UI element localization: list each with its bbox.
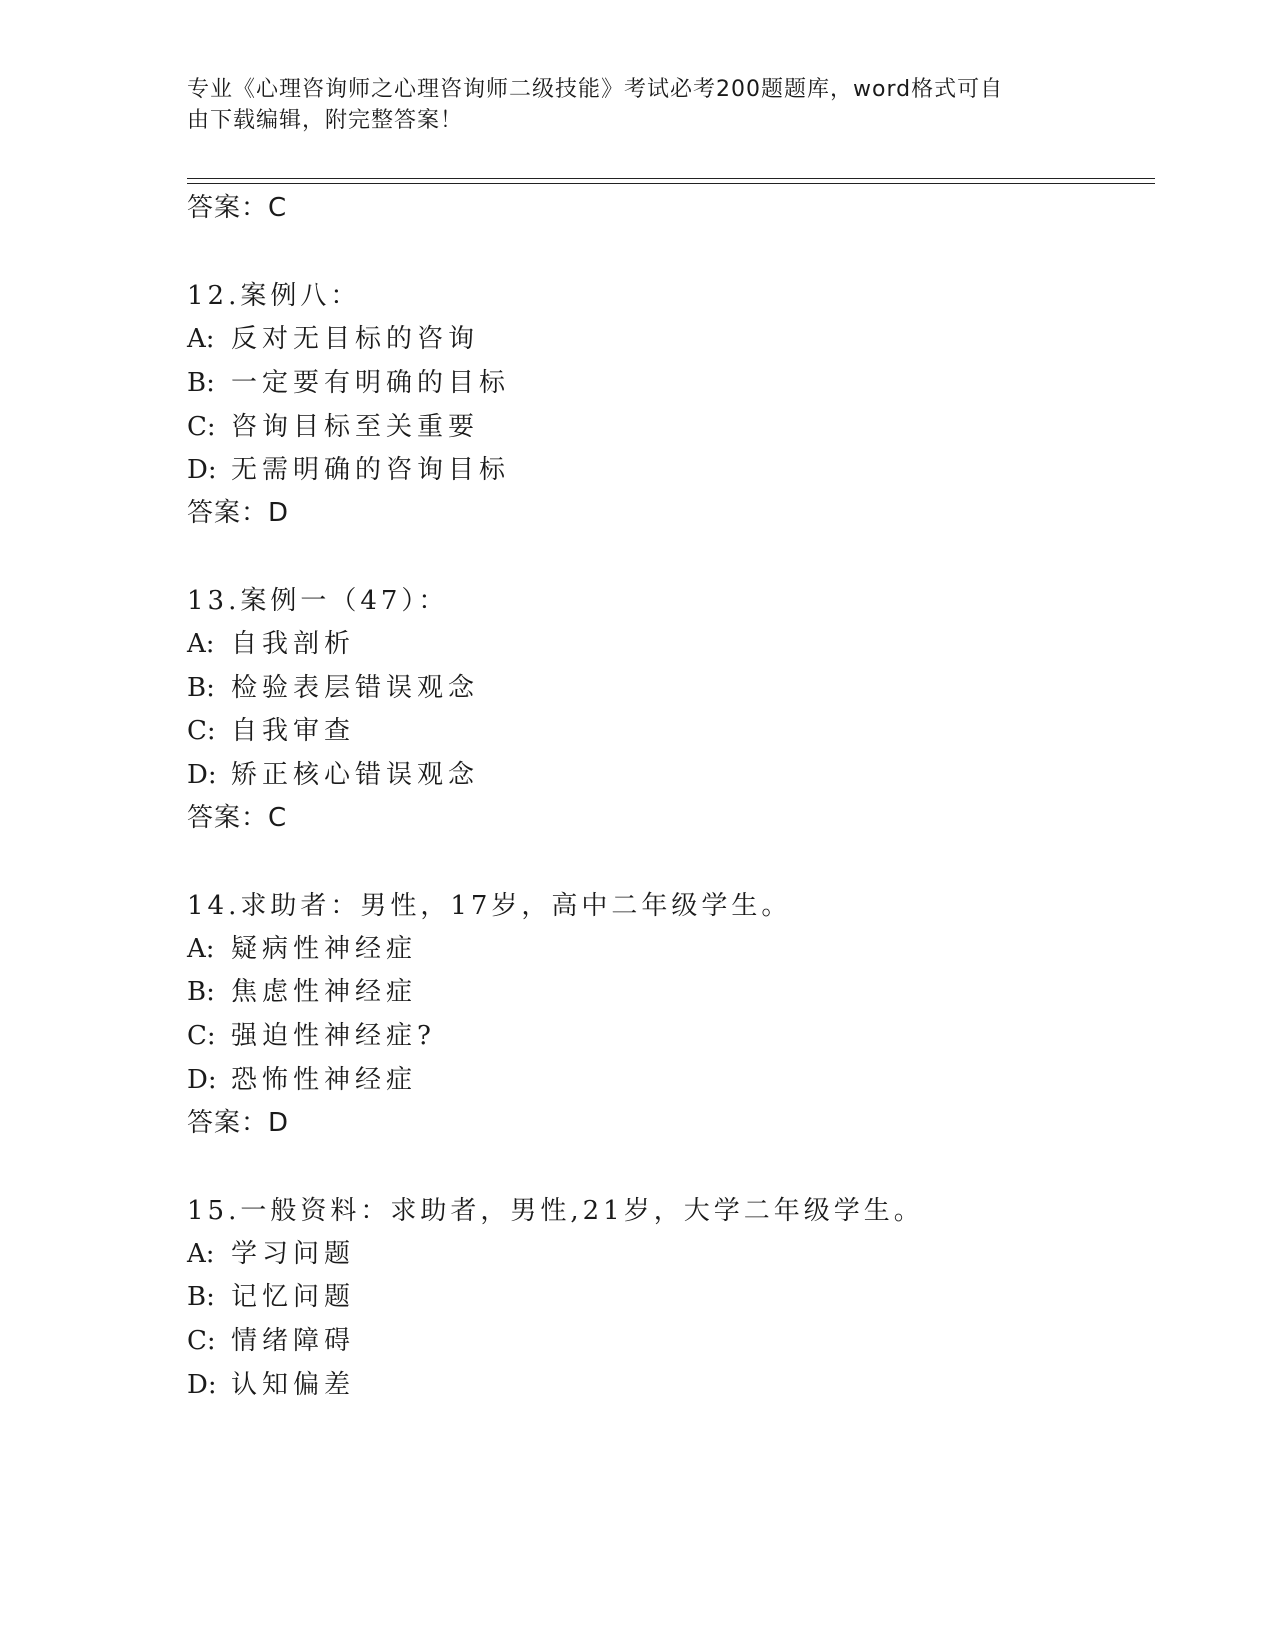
answer-line: 答案：D bbox=[187, 1108, 290, 1138]
option-text: 学习问题 bbox=[231, 1239, 356, 1269]
option-label: C: bbox=[187, 716, 216, 746]
option-text: 认知偏差 bbox=[231, 1370, 356, 1400]
document-header bbox=[187, 74, 1067, 136]
option-text: 恐怖性神经症 bbox=[231, 1065, 418, 1095]
option-a bbox=[187, 323, 479, 355]
option-label: C: bbox=[187, 1326, 216, 1356]
option-d bbox=[187, 1064, 417, 1096]
question-title: 14.求助者：男性，17岁，高中二年级学生。 bbox=[187, 891, 792, 921]
option-a bbox=[187, 628, 355, 660]
option-text: 一定要有明确的目标 bbox=[231, 368, 511, 398]
option-text: 情绪障碍 bbox=[231, 1326, 356, 1356]
option-label: D: bbox=[187, 455, 217, 485]
question-title: 13.案例一（47）： bbox=[187, 586, 449, 616]
header-line-2: 由下载编辑，附完整答案！ bbox=[187, 108, 464, 133]
option-b bbox=[187, 367, 510, 399]
option-label: A: bbox=[187, 324, 215, 354]
option-b bbox=[187, 1281, 355, 1313]
option-label: A: bbox=[187, 934, 215, 964]
option-d bbox=[187, 759, 479, 791]
question-title: 12.案例八： bbox=[187, 281, 361, 311]
option-label: D: bbox=[187, 1370, 217, 1400]
option-c bbox=[187, 1020, 436, 1052]
answer-line: 答案：C bbox=[187, 803, 288, 833]
option-label: B: bbox=[187, 1282, 215, 1312]
option-d bbox=[187, 454, 510, 486]
option-label: C: bbox=[187, 412, 216, 442]
option-b bbox=[187, 672, 479, 704]
option-label: A: bbox=[187, 629, 215, 659]
option-text: 检验表层错误观念 bbox=[231, 673, 480, 703]
option-text: 咨询目标至关重要 bbox=[231, 412, 480, 442]
option-a bbox=[187, 933, 417, 965]
option-c bbox=[187, 715, 355, 747]
option-text: 疑病性神经症 bbox=[231, 934, 418, 964]
answer-line: 答案：D bbox=[187, 498, 290, 528]
option-label: D: bbox=[187, 760, 217, 790]
option-text: 焦虑性神经症 bbox=[231, 977, 418, 1007]
option-label: B: bbox=[187, 977, 215, 1007]
answer-line: 答案：C bbox=[187, 193, 288, 223]
header-divider-top bbox=[187, 178, 1155, 179]
option-label: A: bbox=[187, 1239, 215, 1269]
option-c bbox=[187, 411, 479, 443]
option-a bbox=[187, 1238, 355, 1270]
header-divider-bottom bbox=[187, 183, 1155, 184]
option-d bbox=[187, 1369, 355, 1401]
option-b bbox=[187, 976, 417, 1008]
option-label: B: bbox=[187, 368, 215, 398]
question-title: 15.一般资料：求助者，男性,21岁，大学二年级学生。 bbox=[187, 1196, 924, 1226]
option-label: B: bbox=[187, 673, 215, 703]
option-c bbox=[187, 1325, 355, 1357]
option-text: 强迫性神经症? bbox=[231, 1021, 436, 1051]
option-text: 自我审查 bbox=[231, 716, 356, 746]
option-label: D: bbox=[187, 1065, 217, 1095]
option-text: 记忆问题 bbox=[231, 1282, 356, 1312]
option-text: 无需明确的咨询目标 bbox=[231, 455, 511, 485]
option-label: C: bbox=[187, 1021, 216, 1051]
option-text: 自我剖析 bbox=[231, 629, 356, 659]
option-text: 反对无目标的咨询 bbox=[231, 324, 480, 354]
header-line-1: 专业《心理咨询师之心理咨询师二级技能》考试必考200题题库，word格式可自 bbox=[187, 77, 1004, 102]
option-text: 矫正核心错误观念 bbox=[231, 760, 480, 790]
